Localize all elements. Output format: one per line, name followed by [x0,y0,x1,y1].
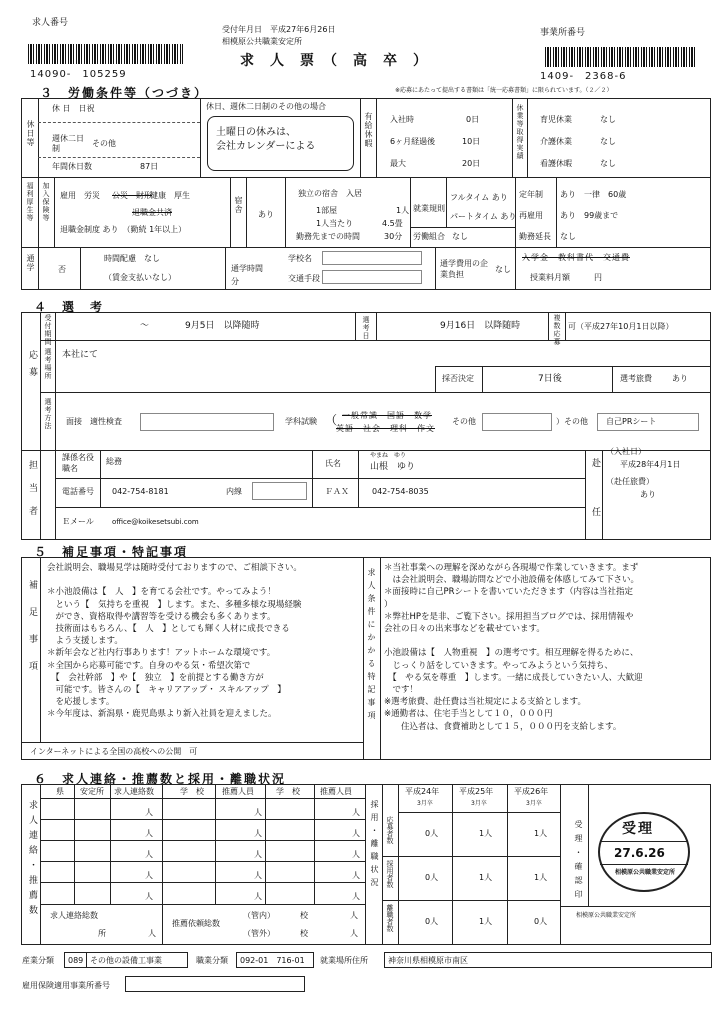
stamp-caption: 相模原公共職業安定所 [576,912,637,919]
shukyu-label: 週休二日制 [52,134,84,153]
hosoku-text: 会社説明会、職場見学は随時受付ておりますので、ご相談下さい。 ＊小池設備は【 人 】を育てる会社です。やってみよう！ という【 気持ちを重視 】します。また、多種多様な現場経験 ができ、資格取得や講習等を受ける機会も多くあります。 技術面はもちろん、【 人 】としても輝く人材に成長できる よう支援します。 ＊新年会など社内行事あります！アットホームな環境です。 ＊全国から応募可能です。自身のやる気・希望次第で 【 会社幹部 】や【 独立 】を前提とする働き方が 可能です。皆さんの【 キャリアアップ・ スキルアップ 】 を応援します。 ＊今年度は、新潟県・鹿児島県より新入社員を迎えました。 [47,563,302,720]
renraku-row-unit: 人 [254,892,262,901]
yukyu-row-2-val: 20日 [462,159,481,168]
stats-row-label: 離職者数 [386,904,394,932]
hiyou-value: なし [495,265,511,274]
fukusu-label: 複数応募 [553,314,561,346]
stats-cell: 1人 [534,873,548,882]
stats-cell: 1人 [479,829,493,838]
sangyo-label: 産業分類 [22,956,54,965]
section6-heading: ６ 求人連絡・推薦数と採用・離職状況 [34,772,287,786]
stats-cell: 0人 [425,873,439,882]
kinmu-value: なし [560,232,576,241]
tokki-label: 求人条件にかかる特記事項 [367,568,376,724]
kyujin-bango-label: 求人番号 [32,18,69,28]
section4-heading: ４ 選 考 [34,300,105,314]
funin-value: あり [640,490,656,499]
kanyu-label: 加入保険等 [42,182,50,222]
yukyu-row-0-val: 0日 [466,115,480,124]
uketsuke-value: ～ 9月5日 以降随時 [140,321,260,331]
dokuritsu-row-0-val: 1人 [396,206,410,215]
jugyoryo: 授業料月額 円 [530,273,602,282]
kangai-ko: 校 [300,929,308,938]
gakka-paren-open: （ [325,413,338,427]
uketsuke-label: 受付期間 [44,314,52,346]
sangyo-value: その他の設備工事業 [90,956,162,965]
yukyu-row-0-label: 入社時 [390,115,414,124]
office-name: 相模原公共職業安定所 [222,37,302,46]
gakko-mei-field [322,251,422,265]
hoken-plain: 雇用 労災 [60,191,100,200]
stats-cell: 0人 [425,829,439,838]
fu-label: 赴任 [590,458,600,556]
ryohi-value: あり [672,374,688,383]
barcode-right [545,47,695,67]
section3-heading: ３ 労働条件等（つづき） [40,86,209,100]
shokugyo-label: 職業分類 [196,956,228,965]
nenkan-value: 87日 [140,162,159,171]
gakka-label: 学科試験 [285,417,317,426]
tsugaku-value: 否 [58,265,66,274]
kannai-ko: 校 [300,911,308,920]
hoken-kousei: 健康 厚生 [150,191,190,200]
internet-text: インターネットによる全国の高校への公開 可 [30,747,198,756]
renraku-row-unit: 人 [145,892,153,901]
stats-cell: 0人 [425,917,439,926]
stats-year: 平成25年 [459,787,494,796]
stats-year: 平成24年 [405,787,440,796]
col-suisen-1: 推薦人員 [222,787,254,796]
stamp-top: 受理 [622,821,654,837]
yukyu-row-1-val: 10日 [462,137,481,146]
yukyu-label: 有給休暇 [364,112,373,148]
fukusu-value: 可（平成27年10月1日以降） [568,322,674,331]
naisen-field [252,482,307,500]
col-gakko-2: 学 校 [276,787,300,796]
senkoubi-value: 9月16日 以降随時 [440,321,521,331]
sonota-field [482,413,552,431]
jikan-hairyo: 時間配慮 なし [104,254,160,263]
shimei-value: 山根 ゆり [370,462,416,472]
col-ken: 県 [56,787,64,796]
shugyo-row-0: フルタイム あり [450,193,508,202]
email-value: office@koikesetsubi.com [112,518,199,526]
kyugyo-row-0-val: なし [600,115,616,124]
dokuritsu-row-0-label: 1部屋 [316,206,338,215]
tsugaku-label: 通学 [26,254,35,272]
senkoubi-label: 選考日 [362,316,370,340]
teinen-value: あり 一律 60歳 [560,190,627,199]
hiyou-label: 通学費用の企業負担 [440,259,488,279]
hosoku-label: 補足事項 [27,580,37,688]
header-note: ※応募にあたって提出する書類は「統一応募書類」に限られています。（２／２） [395,87,613,94]
stats-cell: 0人 [534,917,548,926]
roudou-label: 労働組合 [413,232,445,241]
sonota-label: その他 [452,417,476,426]
col-suisen-2: 推薦人員 [320,787,352,796]
other-title: 休日、週休二日制のその他の場合 [206,102,326,111]
saihi-label: 採否決定 [442,374,474,383]
renraku-row-unit: 人 [254,808,262,817]
gakka-strike-2: 英語 社会 理科 作文 [336,424,435,433]
chingin: （賃金支払いなし） [104,273,176,282]
renraku-row-unit: 人 [145,850,153,859]
basho-footer-label: 就業場所住所 [320,956,368,965]
sangyo-code: 089 [68,956,84,965]
shukusha-value: あり [258,210,274,219]
kyugyo-row-2-val: なし [600,159,616,168]
taishoku: 退職金制度 あり （勤続 1年以上） [60,225,187,234]
saihi-value: 7日後 [538,374,562,384]
nenkan-label: 年間休日数 [52,162,92,171]
shukusha-label: 宿舎 [234,196,243,214]
stats-cell: 1人 [479,917,493,926]
koyo-label: 雇用保険適用事業所番号 [22,981,110,990]
furigana: やまね ゆり [370,452,407,459]
tokki-text: ＊当社事業への理解を深めながら各現場で作業していきます。まず は会社説明会、職場訪問などで小池設備を体感してみて下さい。 ＊面接時に自己PRシートを書いていただきます（内容は当社指定 ） ＊弊社HPを是非、ご覧下さい。採用担当ブログでは、採用情報や 会社の日々の出来事などを載せています。 小池設備は【 人物重視 】の選考です。相互理解を得るために、 じっくり話をしていきます。やってみようという気持ち、 【 やる気を尊重 】します。一緒に成長していきたい人、大歓迎 です！ ※選考旅費、赴任費は当社規定による支給とします。 ※通勤者は、住宅手当として１０，０００円 住込者は、食費補助として１５，０００円を支給します。 [384,563,643,732]
kinmu-label: 勤務延長 [519,232,551,241]
renraku-row-unit: 人 [254,871,262,880]
stats-month: 3月卒 [526,800,542,807]
shukyu-value: その他 [92,139,116,148]
kotsu-label: 交通手段 [288,274,320,283]
yukyu-row-1-label: 6ヶ月経過後 [390,137,436,146]
kannai-nin: 人 [350,911,358,920]
fax-value: 042-754-8035 [372,487,429,496]
saikoyo-value: あり 99歳まで [560,211,619,220]
kyujin-bango: 14090- 105259 [30,69,127,80]
email-label: Ｅメール [62,517,94,526]
kyujitsu-label: 休日等 [26,120,35,147]
taishoku-strike: 退職金共済 [132,208,172,217]
teinen-label: 定年制 [519,190,543,199]
sonota-2-label: ）その他 [556,417,588,426]
tanto-label: 担当者 [27,460,37,529]
col-anteisho: 安定所 [80,787,104,796]
oubo-label: 応募 [27,350,37,384]
stamp-date: 27.6.26 [614,846,665,860]
col-renraku: 求人連絡数 [114,787,154,796]
shugyo-label: 就業規則 [413,204,445,213]
renraku-row-unit: 人 [352,871,360,880]
houhou-label: 選考方法 [44,398,52,430]
kotsu-field [322,270,422,284]
kakunin-label: 受理・確認印 [574,820,583,904]
kangai-nin: 人 [350,929,358,938]
fax-label: ＦＡＸ [325,487,349,496]
basho-label: 選考場所 [44,348,52,380]
yukyu-row-2-label: 最大 [390,159,406,168]
dokuritsu-row-2-val: 30分 [384,232,403,241]
stats-row-label: 採用者数 [386,860,394,888]
suisen-sou: 推薦依頼総数 [172,919,220,928]
basho-value: 本社にて [62,350,99,360]
kamei-label: 課係名役職名 [62,453,94,473]
tekisei-field [140,413,274,431]
kyujitsu-value: 休 日 日祝 [52,104,95,113]
dokuritsu-row-1-val: 4.5畳 [382,219,403,228]
other-text: 土曜日の休みは、 会社カレンダーによる [216,127,316,152]
renraku-row-unit: 人 [254,850,262,859]
mensetsu: 面接 適性検査 [66,417,122,426]
renraku-row-unit: 人 [352,850,360,859]
funin-label: （赴任旅費） [606,477,654,486]
gakko-mei-label: 学校名 [288,254,312,263]
tel-label: 電話番号 [62,487,94,496]
shugyo-row-1: パートタイム あり [450,212,517,221]
renraku-row-unit: 人 [352,808,360,817]
stats-year: 平成26年 [514,787,549,796]
nyusha-value: 平成28年4月1日 [620,460,681,469]
barcode-left [28,44,183,64]
roudou-value: なし [452,232,468,241]
jigyosho-label: 事業所番号 [540,28,586,38]
fukuri-label: 福利厚生等 [26,182,34,222]
renraku-row-unit: 人 [254,829,262,838]
saikoyo-label: 再雇用 [519,211,543,220]
hiyou-strike: 入学金 教科書代 交通費 [522,253,630,262]
nyusha-label: （入社日） [606,447,646,456]
stats-cell: 1人 [479,873,493,882]
renraku-row-unit: 人 [145,829,153,838]
dokuritsu-title: 独立の宿舎 入居 [298,189,362,198]
kyugyo-label: 休業等取得実績 [516,104,524,160]
uketsuke-date: 受付年月日 平成27年6月26日 [222,25,336,34]
renraku-row-unit: 人 [352,829,360,838]
hoken-strike: 公災 財形 [112,191,152,200]
kangai-label: （管外） [243,929,275,938]
gakka-strike-1: 一般常識 国語 数学 [342,411,432,420]
col-gakko-1: 学 校 [180,787,204,796]
tsugaku-jikan: 通学時間 分 [231,264,279,286]
renraku-row-unit: 人 [145,808,153,817]
kyugyo-row-0-label: 育児休業 [540,115,572,124]
section5-heading: ５ 補足事項・特記事項 [34,545,189,559]
koyo-box [125,976,305,992]
dokuritsu-row-2-label: 勤務先までの時間 [296,232,360,241]
saiyo-label: 採用・離職状況 [370,800,379,891]
page-title: 求 人 票 （ 高 卒 ） [240,53,428,69]
kannai-label: （管内） [243,911,275,920]
shokugyo-value: 092-01 716-01 [240,956,305,965]
stamp-bottom: 相模原公共職業安定所 [614,869,675,876]
tel-value: 042-754-8181 [112,487,169,496]
ryohi-label: 選考旅費 [620,374,652,383]
renraku-label: 求人連絡・推薦数 [27,800,37,920]
jigyosho-bango: 1409- 2368-6 [540,71,627,82]
stats-row-label: 応募者数 [386,816,394,844]
kamei-value: 総務 [106,457,122,466]
kyugyo-row-1-val: なし [600,137,616,146]
renraku-row-unit: 人 [145,871,153,880]
naisen-label: 内線 [226,487,242,496]
shimei-label: 氏名 [325,459,341,468]
renraku-row-unit: 人 [352,892,360,901]
basho-footer-value: 神奈川県相模原市南区 [388,956,468,965]
dokuritsu-row-1-label: 1人当たり [316,219,354,228]
renraku-sou: 求人連絡総数 [50,911,98,920]
kyugyo-row-2-label: 看護休暇 [540,159,572,168]
renraku-sou-sho: 所 [98,929,106,938]
stats-month: 3月卒 [417,800,433,807]
stats-month: 3月卒 [471,800,487,807]
kyugyo-row-1-label: 介護休業 [540,137,572,146]
self-pr-value: 自己PRシート [606,417,657,426]
stats-cell: 1人 [534,829,548,838]
renraku-sou-nin: 人 [148,929,156,938]
